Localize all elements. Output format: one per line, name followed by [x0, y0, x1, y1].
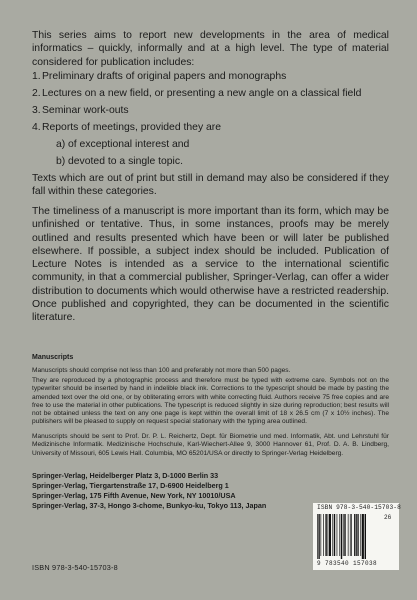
list-item: 4.Reports of meetings, provided they are — [32, 122, 222, 133]
barcode-bar — [329, 514, 331, 556]
barcode-bar — [325, 514, 326, 556]
address-line: Springer-Verlag, 37-3, Hongo 3-chome, Bunkyo-ku, Tokyo 113, Japan — [32, 501, 267, 510]
list-item: 1.Preliminary drafts of original papers and monographs — [32, 71, 287, 82]
barcode-bar — [341, 514, 342, 559]
barcode-bar — [362, 514, 364, 559]
list-item: 2.Lectures on a new field, or presenting a new angle on a classical field — [32, 88, 362, 99]
manuscripts-typing: They are reproduced by a photographic process and therefore must be typed with extreme care. Symbols not on the typewriter should be inserted by hand in indelible black ink. Corrections to the typescript should be made by pasting the amended text over the old one, or by obliterating errors with white correcting fluid. Authors receive 75 free copies and are free to use the material in other publications. The typescript is reduced slightly in size during reproduction; best results will not be obtained unless the text on any one page is kept within the overall limit of 18 x 26.5 cm (7 x 10½ inches). The publishers will be pleased to supply on request special stationary with the typing area outlined. — [32, 377, 389, 426]
barcode-bar — [354, 514, 355, 556]
barcode-bar — [358, 514, 359, 556]
barcode-bar — [351, 514, 352, 556]
barcode-bar — [360, 514, 361, 556]
barcode-icon — [316, 514, 382, 559]
barcode-digits: 9 783540 157038 — [317, 560, 378, 567]
barcode-bar — [337, 514, 338, 556]
isbn-number: ISBN 978-3-540-15703-8 — [32, 563, 118, 572]
barcode-bar — [339, 514, 340, 556]
list-subitem: b) devoted to a single topic. — [56, 156, 183, 167]
out-of-print-paragraph: Texts which are out of print but still in demand may also be considered if they fall within these categories. — [32, 173, 389, 198]
list-item: 3.Seminar work-outs — [32, 105, 129, 116]
barcode-isbn: ISBN 978-3-540-15703-8 — [317, 504, 401, 511]
barcode-bar — [356, 514, 357, 556]
barcode-bar — [321, 514, 322, 556]
address-line: Springer-Verlag, Heidelberger Platz 3, D-1000 Berlin 33 — [32, 471, 219, 480]
intro-text: This series aims to report new developments in the area of medical informatics – quickly, informally and at a high level. The type of material considered for publication includes: — [32, 30, 389, 68]
barcode-bar — [350, 514, 351, 556]
barcode-bar — [323, 514, 324, 556]
intro-paragraph — [32, 29, 389, 69]
address-line: Springer-Verlag, Tiergartenstraße 17, D-6900 Heidelberg 1 — [32, 481, 229, 490]
manuscripts-heading: Manuscripts — [32, 354, 74, 361]
barcode-bar — [317, 514, 318, 559]
manuscripts-address: Manuscripts should be sent to Prof. Dr. P. L. Reichertz, Dept. für Biometrie und med. Informatik, Abt. und Lehrstuhl für Medizinische Informatik. Medizinische Hochschule, Karl-Wiechert-Allee 9, 3000 Hannover 61, Prof. D. A. B. Lindberg, University of Missouri, 605 Lewis Hall. Columbia, MO 65201/USA or directly to Springer-Verlag Heidelberg. — [32, 433, 389, 457]
barcode-bar — [334, 514, 335, 556]
barcode-bar — [344, 514, 345, 556]
barcode-bar — [343, 514, 344, 556]
barcode-bar — [318, 514, 319, 559]
barcode-bar — [348, 514, 349, 556]
address-line: Springer-Verlag, 175 Fifth Avenue, New York, NY 10010/USA — [32, 491, 236, 500]
barcode-bar — [365, 514, 366, 559]
barcode-label — [313, 503, 399, 570]
barcode-bar — [332, 514, 333, 556]
manuscripts-length: Manuscripts should comprise not less than 100 and preferably not more than 500 pages. — [32, 367, 291, 374]
timeliness-paragraph: The timeliness of a manuscript is more important than its form, which may be unfinished or tentative. Thus, in some instances, proofs may be merely outlined and results presented which have been or will later be published elsewhere. If possible, a subject index should be included. Publication of Lecture Notes is intended as a service to the international scientific community, in that a commercial publisher, Springer-Verlag, can offer a wider distribution to documents which would otherwise have a restricted readership. Once published and copyrighted, they can be documented in the scientific literature. — [32, 206, 389, 324]
list-subitem: a) of exceptional interest and — [56, 139, 190, 150]
barcode-addon: 26 — [384, 514, 392, 521]
barcode-bar — [328, 514, 329, 556]
